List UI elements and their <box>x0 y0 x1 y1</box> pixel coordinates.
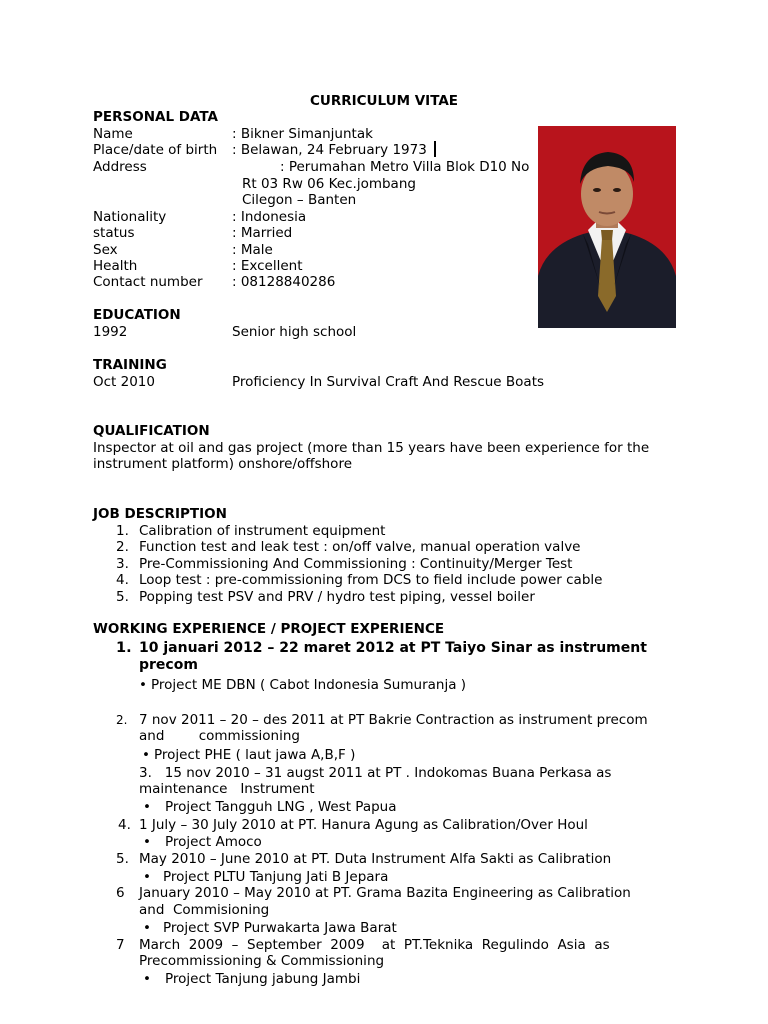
experience-5-number: 5. <box>116 851 129 867</box>
training-course: Proficiency In Survival Craft And Rescue Boats <box>232 374 545 390</box>
experience-4-text: 1 July – 30 July 2010 at PT. Hanura Agung as Calibration/Over Houl <box>139 817 588 833</box>
training-date: Oct 2010 <box>93 374 155 390</box>
experience-3-line-1: 3. 15 nov 2010 – 31 augst 2011 at PT . Indokomas Buana Perkasa as <box>139 765 612 781</box>
job-item: Function test and leak test : on/off valve, manual operation valve <box>139 539 581 555</box>
contact-value: : 08128840286 <box>232 274 336 290</box>
experience-7-line-1: March 2009 – September 2009 at PT.Teknika Regulindo Asia as <box>139 937 610 953</box>
experience-2-line-2: and commissioning <box>139 728 300 744</box>
qualification-line-1: Inspector at oil and gas project (more than 15 years have been experience for the <box>93 440 650 456</box>
education-year: 1992 <box>93 324 128 340</box>
job-item: Pre-Commissioning And Commissioning : Continuity/Merger Test <box>139 556 573 572</box>
status-label: status <box>93 225 135 241</box>
experience-6-line-2: and Commisioning <box>139 902 270 918</box>
experience-7-number: 7 <box>116 937 125 953</box>
bullet-icon: • <box>143 920 151 936</box>
bullet-icon: • <box>143 869 151 885</box>
project-text: Project PLTU Tanjung Jati B Jepara <box>163 869 389 885</box>
qualification-heading: QUALIFICATION <box>93 423 210 439</box>
project-text: Project Tangguh LNG , West Papua <box>165 799 397 815</box>
experience-6-project <box>143 920 397 937</box>
project-text: Project Tanjung jabung Jambi <box>165 971 361 987</box>
project-text: Project Amoco <box>165 834 262 850</box>
sex-value: : Male <box>232 242 273 258</box>
experience-1-line-1: 10 januari 2012 – 22 maret 2012 at PT Taiyo Sinar as instrument <box>139 640 647 656</box>
experience-3-project <box>143 799 397 816</box>
name-value: : Bikner Simanjuntak <box>232 126 373 142</box>
experience-2-number: 2. <box>116 713 128 727</box>
profile-photo <box>538 126 676 328</box>
job-item-number: 3. <box>116 556 129 572</box>
job-item: Calibration of instrument equipment <box>139 523 386 539</box>
job-item: Loop test : pre-commissioning from DCS to field include power cable <box>139 572 603 588</box>
experience-4-number: 4. <box>118 817 131 833</box>
nationality-label: Nationality <box>93 209 167 225</box>
experience-2-project <box>142 747 355 764</box>
text-cursor <box>434 141 436 157</box>
personal-data-heading: PERSONAL DATA <box>93 109 218 125</box>
job-item: Popping test PSV and PRV / hydro test piping, vessel boiler <box>139 589 535 605</box>
job-item-number: 2. <box>116 539 129 555</box>
experience-7-line-2: Precommissioning & Commissioning <box>139 953 385 969</box>
experience-heading: WORKING EXPERIENCE / PROJECT EXPERIENCE <box>93 621 445 637</box>
sex-label: Sex <box>93 242 118 258</box>
qualification-line-2: instrument platform) onshore/offshore <box>93 456 352 472</box>
project-text: Project PHE ( laut jawa A,B,F ) <box>154 747 356 763</box>
job-description-heading: JOB DESCRIPTION <box>93 506 227 522</box>
address-line-1: : Perumahan Metro Villa Blok D10 No <box>280 159 530 175</box>
address-line-2: Rt 03 Rw 06 Kec.jombang <box>242 176 416 192</box>
contact-label: Contact number <box>93 274 203 290</box>
experience-4-project <box>143 834 262 851</box>
job-item-number: 5. <box>116 589 129 605</box>
job-item-number: 4. <box>116 572 129 588</box>
status-value: : Married <box>232 225 293 241</box>
experience-5-project <box>143 869 388 886</box>
bullet-icon: • <box>143 971 151 987</box>
document-title: CURRICULUM VITAE <box>309 93 459 109</box>
experience-3-line-2: maintenance Instrument <box>139 781 315 797</box>
experience-6-line-1: January 2010 – May 2010 at PT. Grama Bazita Engineering as Calibration <box>139 885 631 901</box>
address-line-3: Cilegon – Banten <box>242 192 357 208</box>
bullet-icon: • <box>143 834 151 850</box>
health-value: : Excellent <box>232 258 303 274</box>
experience-5-text: May 2010 – June 2010 at PT. Duta Instrument Alfa Sakti as Calibration <box>139 851 612 867</box>
name-label: Name <box>93 126 133 142</box>
education-heading: EDUCATION <box>93 307 181 323</box>
training-heading: TRAINING <box>93 357 167 373</box>
experience-7-project <box>143 971 360 988</box>
bullet-icon: • <box>143 799 151 815</box>
project-text: Project ME DBN ( Cabot Indonesia Sumuranja ) <box>151 677 467 693</box>
birth-value: : Belawan, 24 February 1973 <box>232 142 427 158</box>
nationality-value: : Indonesia <box>232 209 307 225</box>
bullet-icon: • <box>142 747 150 763</box>
health-label: Health <box>93 258 138 274</box>
experience-2-line-1: 7 nov 2011 – 20 – des 2011 at PT Bakrie Contraction as instrument precom <box>139 712 648 728</box>
job-item-number: 1. <box>116 523 129 539</box>
bullet-icon: • <box>139 677 147 693</box>
experience-1-number: 1. <box>116 640 132 656</box>
experience-1-project <box>139 677 466 694</box>
project-text: Project SVP Purwakarta Jawa Barat <box>163 920 397 936</box>
education-school: Senior high school <box>232 324 357 340</box>
birth-label: Place/date of birth <box>93 142 218 158</box>
experience-1-line-2: precom <box>139 657 198 673</box>
experience-6-number: 6 <box>116 885 125 901</box>
address-label: Address <box>93 159 147 175</box>
